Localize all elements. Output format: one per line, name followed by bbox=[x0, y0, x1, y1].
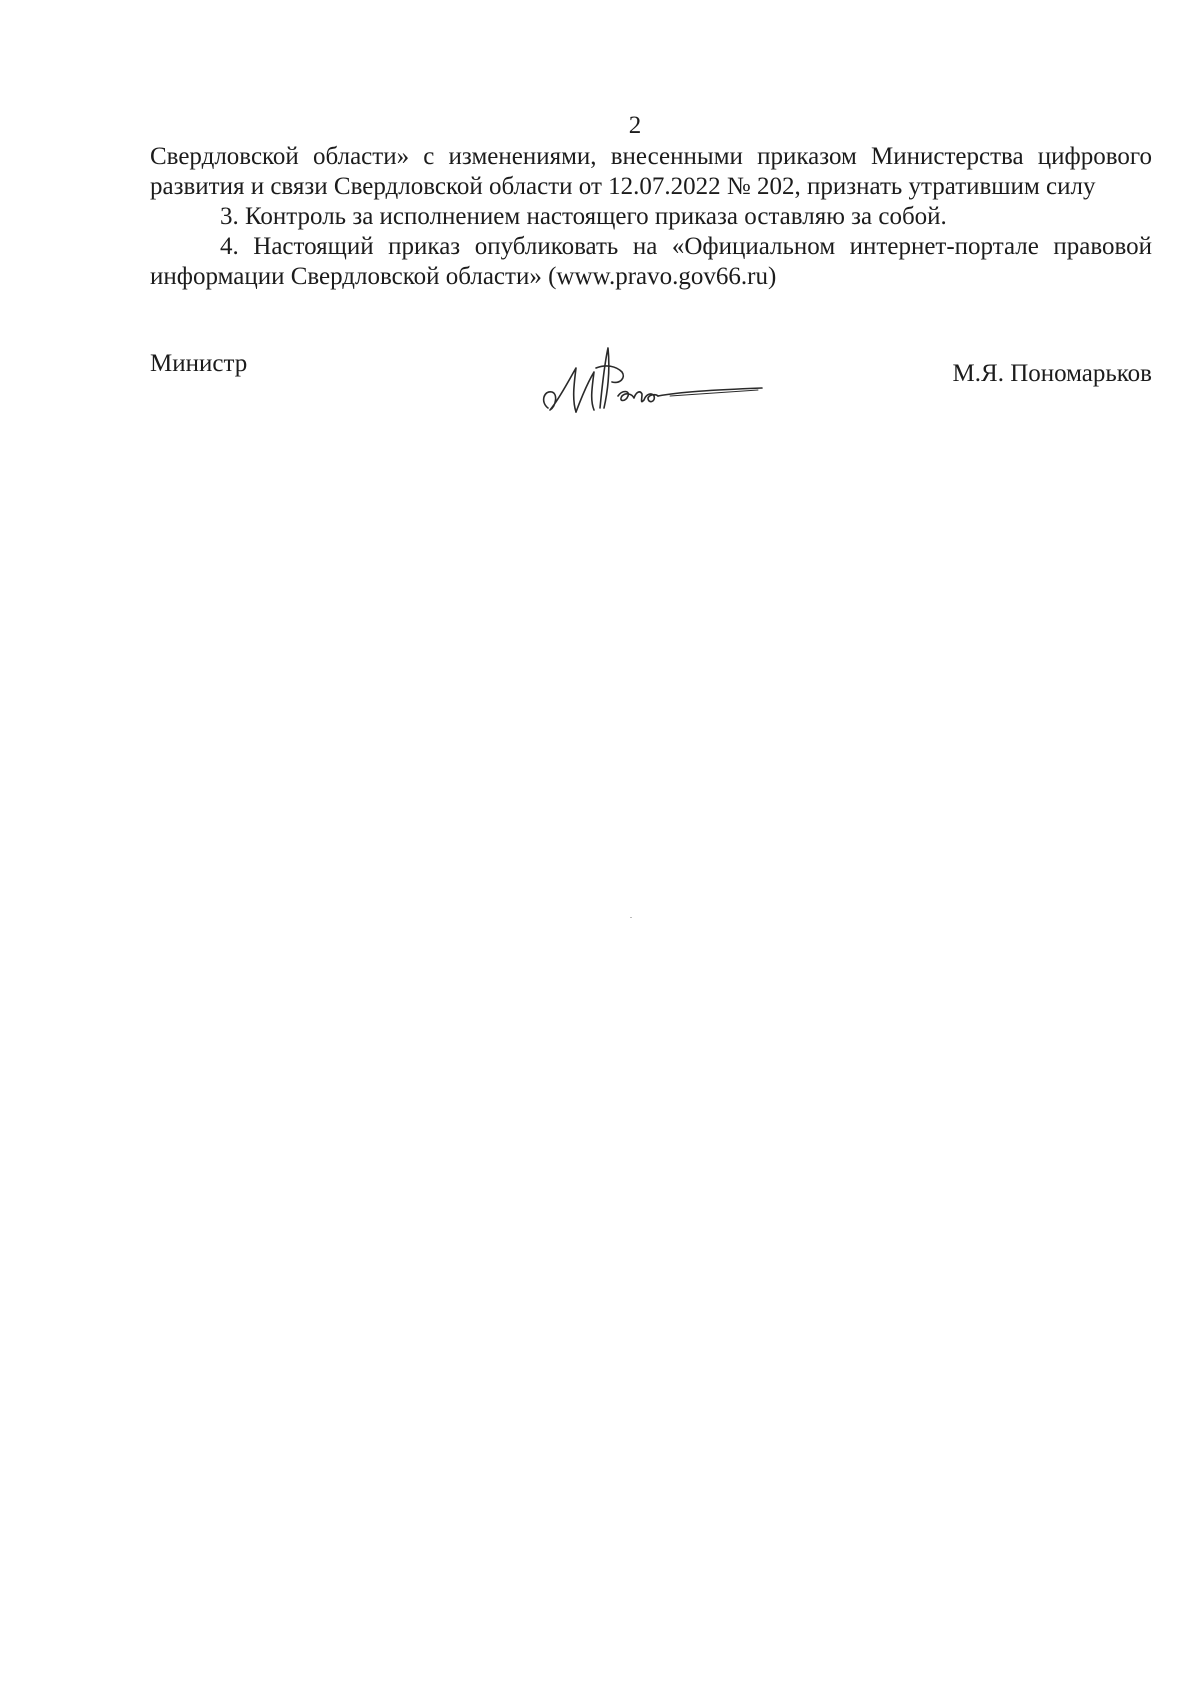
paragraph-3: 3. Контроль за исполнением настоящего приказа оставляю за собой. bbox=[220, 203, 947, 230]
signature-block bbox=[150, 350, 1152, 430]
handwritten-signature bbox=[530, 338, 770, 428]
paragraph-continuation: Свердловской области» с изменениями, внесенными приказом Министерства цифрового развития и связи Свердловской области от 12.07.2022 № 202, признать утратившим силу bbox=[150, 143, 1152, 200]
paragraph-4: 4. Настоящий приказ опубликовать на «Официальном интернет-портале правовой информации Свердловской области» (www.pravo.gov66.ru) bbox=[150, 233, 1152, 290]
page-number: 2 bbox=[628, 112, 642, 139]
scan-speck bbox=[630, 917, 632, 918]
signer-name: М.Я. Пономарьков bbox=[952, 360, 1152, 387]
document-body bbox=[150, 142, 1152, 292]
signer-position: Министр bbox=[150, 350, 248, 377]
